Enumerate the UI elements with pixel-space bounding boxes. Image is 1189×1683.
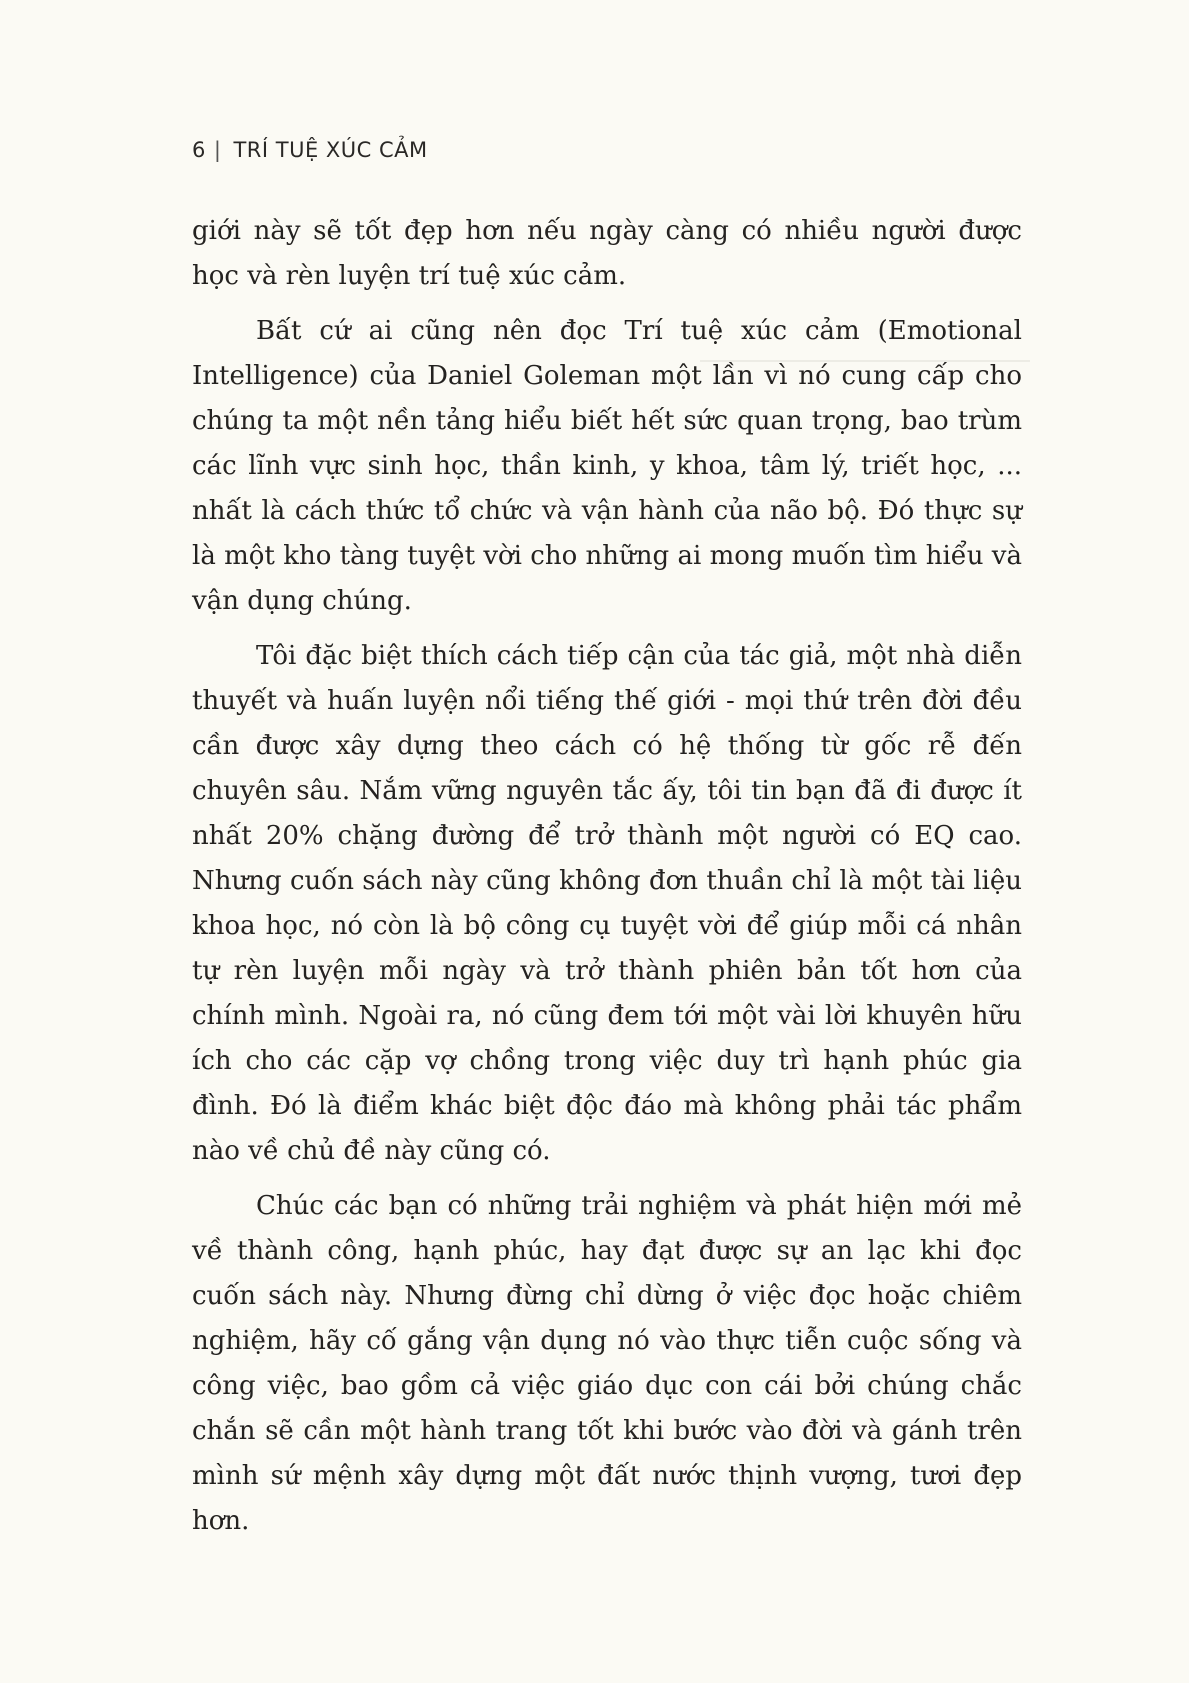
paragraph: Chúc các bạn có những trải nghiệm và phát hiện mới mẻ về thành công, hạnh phúc, hay đạt được sự an lạc khi đọc cuốn sách này. Nhưng đừng chỉ dừng ở việc đọc hoặc chiêm nghiệm, hãy cố gắng vận dụng nó vào thực tiễn cuộc sống và công việc, bao gồm cả việc giáo dục con cái bởi chúng chắc chắn sẽ cần một hành trang tốt khi bước vào đời và gánh trên mình sứ mệnh xây dựng một đất nước thịnh vượng, tươi đẹp hơn. bbox=[192, 1191, 1022, 1536]
paragraph-continued: giới này sẽ tốt đẹp hơn nếu ngày càng có nhiều người được học và rèn luyện trí tuệ xúc cảm. bbox=[192, 216, 1022, 291]
paragraph: Tôi đặc biệt thích cách tiếp cận của tác giả, một nhà diễn thuyết và huấn luyện nổi tiếng thế giới - mọi thứ trên đời đều cần được xây dựng theo cách có hệ thống từ gốc rễ đến chuyên sâu. Nắm vững nguyên tắc ấy, tôi tin bạn đã đi được ít nhất 20% chặng đường để trở thành một người có EQ cao. Nhưng cuốn sách này cũng không đơn thuần chỉ là một tài liệu khoa học, nó còn là bộ công cụ tuyệt vời để giúp mỗi cá nhân tự rèn luyện mỗi ngày và trở thành phiên bản tốt hơn của chính mình. Ngoài ra, nó cũng đem tới một vài lời khuyên hữu ích cho các cặp vợ chồng trong việc duy trì hạnh phúc gia đình. Đó là điểm khác biệt độc đáo mà không phải tác phẩm nào về chủ đề này cũng có. bbox=[192, 641, 1022, 1166]
running-title: TRÍ TUỆ XÚC CẢM bbox=[233, 138, 428, 162]
body-text bbox=[192, 209, 1022, 1544]
paragraph: Bất cứ ai cũng nên đọc Trí tuệ xúc cảm (Emotional Intelligence) của Daniel Goleman một lần vì nó cung cấp cho chúng ta một nền tảng hiểu biết hết sức quan trọng, bao trùm các lĩnh vực sinh học, thần kinh, y khoa, tâm lý, triết học, ... nhất là cách thức tổ chức và vận hành của não bộ. Đó thực sự là một kho tàng tuyệt vời cho những ai mong muốn tìm hiểu và vận dụng chúng. bbox=[192, 316, 1022, 616]
page-number: 6 bbox=[192, 138, 206, 162]
running-header bbox=[192, 138, 428, 162]
header-separator: | bbox=[213, 138, 222, 162]
